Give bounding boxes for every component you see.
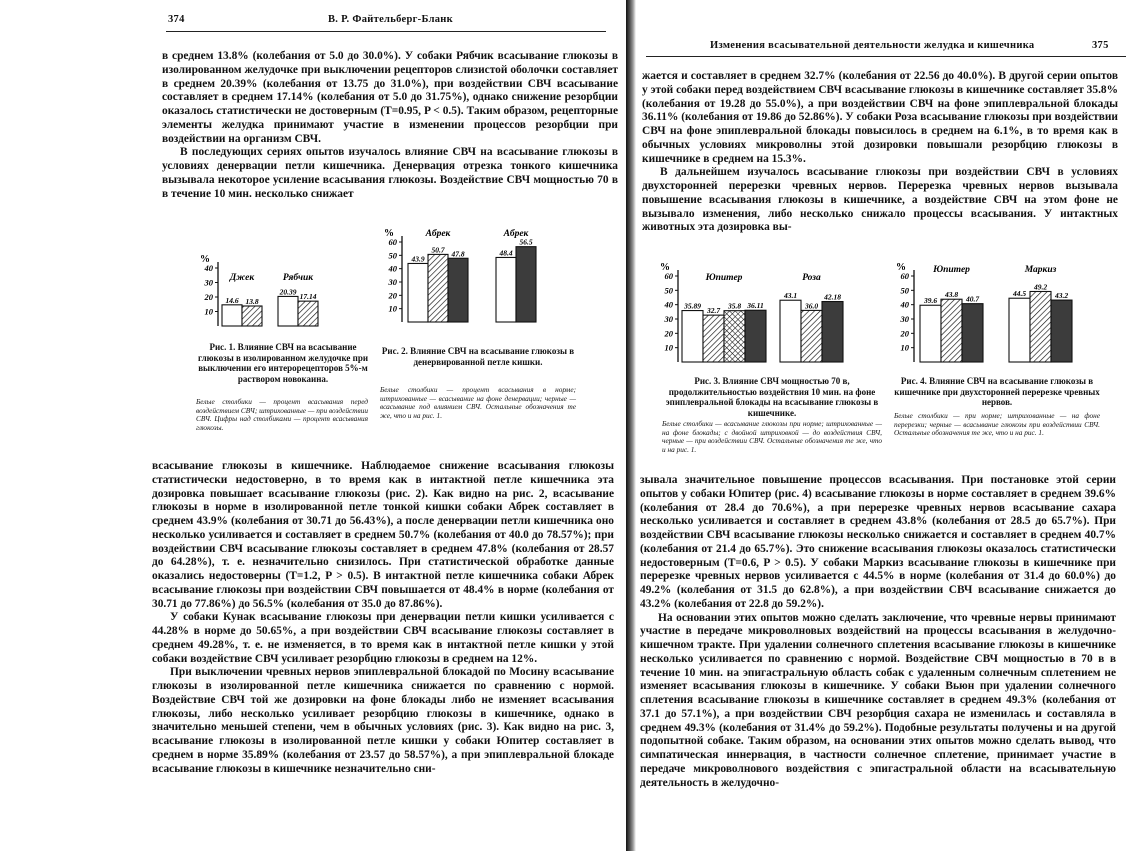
bar: [780, 300, 801, 362]
y-tick-label: 20: [204, 292, 213, 302]
figure-4-note: Белые столбики — при норме; штрихованные — на фоне перерезки; черные — всасывание глюкозы при воздействии СВЧ. Остальные обозначения те же, что и на рис. 1.: [894, 411, 1100, 438]
y-tick-label: 60: [664, 271, 673, 281]
bar-value-label: 36.11: [747, 301, 764, 311]
bar-value-label: 32.7: [706, 306, 721, 316]
y-tick-label: 10: [204, 306, 213, 317]
bar: [801, 310, 822, 362]
y-axis-unit: %: [384, 228, 394, 239]
y-tick-label: 20: [388, 290, 397, 301]
right-text-top: [642, 70, 1118, 235]
figure-1-note: Белые столбики — процент всасывания перед воздействием СВЧ; штрихованные — при воздействии СВЧ. Цифры над столбиками — процент всасывания глюкозы.: [196, 397, 368, 432]
y-tick-label: 30: [900, 314, 909, 324]
group-label: Джек: [229, 273, 255, 283]
y-tick-label: 30: [388, 277, 397, 287]
bar: [448, 258, 468, 322]
y-tick-label: 40: [204, 263, 213, 273]
figure-1-caption: Рис. 1. Влияние СВЧ на всасывание глюкозы в изолированном желудочке при выключении его интерорецепторов 5%-м раствором новокаина.: [197, 342, 369, 384]
bar-value-label: 43.2: [1054, 291, 1069, 301]
bar-value-label: 49.2: [1033, 282, 1048, 292]
figure-3-caption: Рис. 3. Влияние СВЧ мощностью 70 в, продолжительностью воздействия 10 мин. на фоне эпиплевральной блокады на всасывание глюкозы в кишечнике.: [665, 376, 879, 418]
figure-3-note: Белые столбики — всасывание глюкозы при норме; штрихованные — на фоне блокады; с двойной штриховкой — до воздействия СВЧ, черные — при воздействии СВЧ. Остальные обозначения те же, что и на рис. 1.: [662, 419, 882, 454]
y-tick-label: 60: [388, 237, 397, 247]
bar: [822, 302, 843, 362]
y-tick-label: 20: [900, 328, 909, 339]
y-tick-label: 10: [664, 342, 673, 353]
right-paragraph-1: жается и составляет в среднем 32.7% (колебания от 22.56 до 40.0%). В другой серии опытов у этой собаки перед воздействием СВЧ всасывание глюкозы в кишечнике составляет 35.8% (колебания от 19.28 до 55.0%), а при воздействии СВЧ на фоне эпиплевральной блокады 36.11% (колебания от 19.86 до 52.86%). У собаки Роза всасывание глюкозы при воздействии СВЧ на фоне эпиплевральной блокады повысилось в среднем на 6.1%, в то время как в обычных условиях микроволны этой дозировки повышали резорбцию глюкозы в кишечнике в среднем на 15.3%.: [642, 70, 1118, 165]
bar: [516, 247, 536, 322]
bar-value-label: 36.0: [804, 301, 819, 311]
figure-4-chart: [892, 254, 1106, 372]
y-tick-label: 50: [900, 285, 909, 296]
bar-value-label: 50.7: [431, 245, 445, 255]
bar: [724, 311, 745, 362]
bar: [278, 296, 298, 326]
y-tick-label: 30: [664, 314, 673, 324]
group-label: Юпитер: [705, 273, 743, 283]
y-tick-label: 10: [900, 342, 909, 353]
y-axis-unit: %: [660, 262, 670, 273]
bar-value-label: 13.8: [245, 296, 259, 306]
bar-value-label: 44.5: [1012, 289, 1027, 299]
figure-2-caption: Рис. 2. Влияние СВЧ на всасывание глюкозы в денервированной петле кишки.: [381, 346, 575, 367]
left-page-number: 374: [168, 14, 185, 25]
y-tick-label: 40: [664, 299, 673, 310]
bar: [1030, 291, 1051, 362]
bar-value-label: 40.7: [965, 294, 980, 304]
y-axis-unit: %: [896, 262, 906, 273]
figure-4-caption: Рис. 4. Влияние СВЧ на всасывание глюкозы в кишечнике при двухсторонней перерезке чревных нервов.: [894, 376, 1100, 407]
group-label: Юпитер: [933, 265, 970, 275]
right-paragraph-2: В дальнейшем изучалось всасывание глюкозы при воздействии СВЧ в условиях двухсторонней перерезки чревных нервов. Перерезка чревных нервов вызывала повышение всасывания глюкозы в кишечнике, а воздействие СВЧ на этом фоне не вызывало изменения, либо несколько снижало процессы всасывания. У интактных животных эта дозировка вы-: [642, 166, 1118, 234]
bar: [496, 257, 516, 322]
bar: [222, 305, 242, 326]
left-paragraph-1: в среднем 13.8% (колебания от 5.0 до 30.0%). У собаки Рябчик всасывание глюкозы в изолированном желудочке при выключении рецепторов слизистой оболочки составляет в среднем 20.39% (колебания от 13.75 до 31.0%), при воздействии СВЧ всасывание составляет в среднем 17.14% (колебания от 5.0 до 31.75%), однако снижение резорбции оказалось статистически не достоверным (T=0.95, P < 0.5). Таким образом, рецепторные элементы желудка принимают участие в изменении процессов резорбции при воздействии на организм СВЧ.: [162, 50, 618, 145]
bar: [920, 305, 941, 362]
bar: [745, 310, 766, 362]
figure-1-chart: [196, 246, 372, 336]
group-label: Роза: [802, 273, 821, 283]
bar-value-label: 35.8: [727, 301, 742, 311]
bar-value-label: 56.5: [519, 237, 533, 247]
right-head-rule: [646, 56, 1126, 57]
bar: [298, 301, 318, 326]
y-axis-unit: %: [200, 254, 210, 265]
right-paragraph-4: На основании этих опытов можно сделать заключение, что чревные нервы принимают участие в передаче микроволновых воздействий на процессы всасывания в желудочно-кишечном тракте. При удалении солнечного сплетения всасывание глюкозы в кишечнике несколько усиливается по сравнению с нормой. Воздействие СВЧ мощностью в 70 в в течение 10 мин. на эпигастральную область собак с удаленным солнечным сплетением не изменяет всасывания глюкозы в кишечнике. У собаки Вьюн при удалении солнечного сплетения всасывание глюкозы в кишечнике составляет в среднем 49.3% (колебания от 37.1 до 57.1%), а при воздействии СВЧ резорбция сахара не изменилась и составляла в среднем 49.3% (колебания от 31.4% до 59.2%). Подобные результаты получены и на другой подопытной собаке. Таким образом, на основании этих опытов можно сделать вывод, что симпатическая иннервация, в частности солнечное сплетение, принимает участие в передаче микроволнового воздействия с эпигастральной области на всасывательную деятельность в желудочно-: [640, 611, 1116, 789]
bar-value-label: 14.6: [225, 295, 239, 305]
bar: [941, 299, 962, 362]
bar: [1009, 298, 1030, 362]
left-paragraph-4: У собаки Кунак всасывание глюкозы при денервации петли кишки усиливается с 44.28% в норме до 50.65%, а при воздействии СВЧ всасывание глюкозы составляет в среднем 49.28%, т. е. не изменяется, в то время как в интактной петле кишки у этой собаки воздействие СВЧ усиливает резорбцию глюкозы в среднем на 12%.: [152, 611, 614, 665]
figure-3-chart: [656, 254, 882, 372]
figure-2-note: Белые столбики — процент всасывания в норме; штрихованные — всасывание на фоне денервации; черные — всасывание под влиянием СВЧ. Остальные обозначения те же, что и на рис. 1.: [380, 385, 576, 420]
bar-value-label: 43.9: [411, 254, 425, 264]
left-paragraph-5: При выключении чревных нервов эпиплевральной блокадой по Мосину всасывание глюкозы в изолированной петле кишечника снижается по сравнению с нормой. Воздействие СВЧ той же дозировки на фоне блокады либо не изменяет всасывания глюкозы, либо несколько усиливает резорбцию глюкозы в кишечнике, однако в значительно меньшей степени, чем в обычных условиях (рис. 3). Как видно на рис. 3, всасывание глюкозы в изолированной петле кишки у собаки Юпитер составляет в среднем в норме 35.89% (колебания от 23.57 до 58.57%), а при эпиплевральной блокаде всасывание глюкозы в кишечнике незначительно сни-: [152, 666, 614, 775]
bar-value-label: 17.14: [299, 292, 317, 302]
left-head-rule: [166, 31, 606, 32]
bar-value-label: 42.18: [824, 292, 841, 302]
bar-value-label: 35.89: [684, 301, 701, 311]
left-paragraph-2: В последующих сериях опытов изучалось влияние СВЧ на всасывание глюкозы в условиях денервации петли кишечника. Денервация отрезка тонкого кишечника вызывала некоторое усиление всасывания глюкозы. Воздействие СВЧ мощностью 70 в в течение 10 мин. несколько снижает: [162, 146, 618, 200]
left-paragraph-3: всасывание глюкозы в кишечнике. Наблюдаемое снижение всасывания глюкозы статистически недостоверно, в то время как в интактной петле кишечника эта дозировка повышает всасывание глюкозы (рис. 2). Как видно на рис. 2, всасывание глюкозы в норме в изолированной петле тонкой кишки собаки Абрек составляет в среднем 43.9% (колебания от 30.71 до 56.43%), а после денервации петли кишечника оно несколько усиливается и составляет в среднем 50.7% (колебания от 40.0 до 78.57%); при воздействии СВЧ всасывание глюкозы составляет в среднем 47.8% (колебания от 28.57 до 64.28%), т. е. незначительно снизилось. При статистической обработке данные оказались недостоверны (T=1.2, P > 0.5). В интактной петле кишечника собаки Абрек всасывание глюкозы при воздействии СВЧ повышается от 48.4% в норме (колебания от 30.71 до 77.86%) до 56.5% (колебания от 35.0 до 87.86%).: [152, 460, 614, 610]
bar: [1051, 300, 1072, 362]
left-text-top: [162, 50, 618, 201]
figure-2-chart: [380, 224, 590, 338]
bar: [242, 306, 262, 326]
bar-value-label: 48.4: [499, 248, 513, 258]
right-page: [636, 0, 1132, 851]
y-tick-label: 10: [388, 303, 397, 314]
left-text-bottom: [152, 460, 614, 776]
bar-value-label: 39.6: [923, 296, 938, 306]
bar-value-label: 47.8: [451, 249, 465, 259]
bar-value-label: 20.39: [279, 287, 297, 297]
book-gutter: [626, 0, 636, 851]
bar: [408, 263, 428, 322]
right-paragraph-3: зывала значительное повышение процессов всасывания. При постановке этой серии опытов у собаки Юпитер (рис. 4) всасывание глюкозы в норме составляет в среднем 39.6% (колебания от 28.4 до 70.6%), а при перерезке чревных нервов всасывание сахара несколько усиливается и составляет в среднем 43.8% (колебания от 28.5 до 65.7%). При воздействии СВЧ всасывание глюкозы несколько снижается и составляет в среднем 40.7% (колебания от 21.4 до 65.7%). Это снижение всасывания глюкозы оказалось статистически недостоверным (T=0.6, P > 0.5). У собаки Маркиз всасывание глюкозы в кишечнике при перерезке чревных нервов усиливается с 44.5% в норме (колебания от 31.4 до 60.0%) до 49.2% (колебания от 31.5 до 62.8%), а при воздействии СВЧ всасывание снижается до 43.2% (колебания от 22.8 до 59.2%).: [640, 474, 1116, 610]
group-label: Рябчик: [282, 273, 314, 283]
group-label: Маркиз: [1024, 265, 1057, 275]
y-tick-label: 40: [900, 299, 909, 310]
group-label: Абрек: [425, 229, 451, 239]
y-tick-label: 50: [664, 285, 673, 296]
y-tick-label: 50: [388, 250, 397, 261]
y-tick-label: 60: [900, 271, 909, 281]
y-tick-label: 30: [204, 277, 213, 288]
left-running-head: В. Р. Файтельберг-Бланк: [328, 14, 454, 25]
bar-value-label: 43.8: [944, 290, 959, 300]
group-label: Абрек: [503, 229, 529, 239]
right-text-bottom: [640, 474, 1116, 790]
bar: [962, 304, 983, 362]
bar: [682, 311, 703, 362]
bar: [428, 254, 448, 322]
y-tick-label: 40: [388, 263, 397, 274]
y-tick-label: 20: [664, 328, 673, 339]
bar: [703, 315, 724, 362]
right-running-head: Изменения всасывательной деятельности желудка и кишечника: [710, 40, 1035, 51]
right-page-number: 375: [1092, 40, 1109, 51]
bar-value-label: 43.1: [783, 291, 798, 301]
